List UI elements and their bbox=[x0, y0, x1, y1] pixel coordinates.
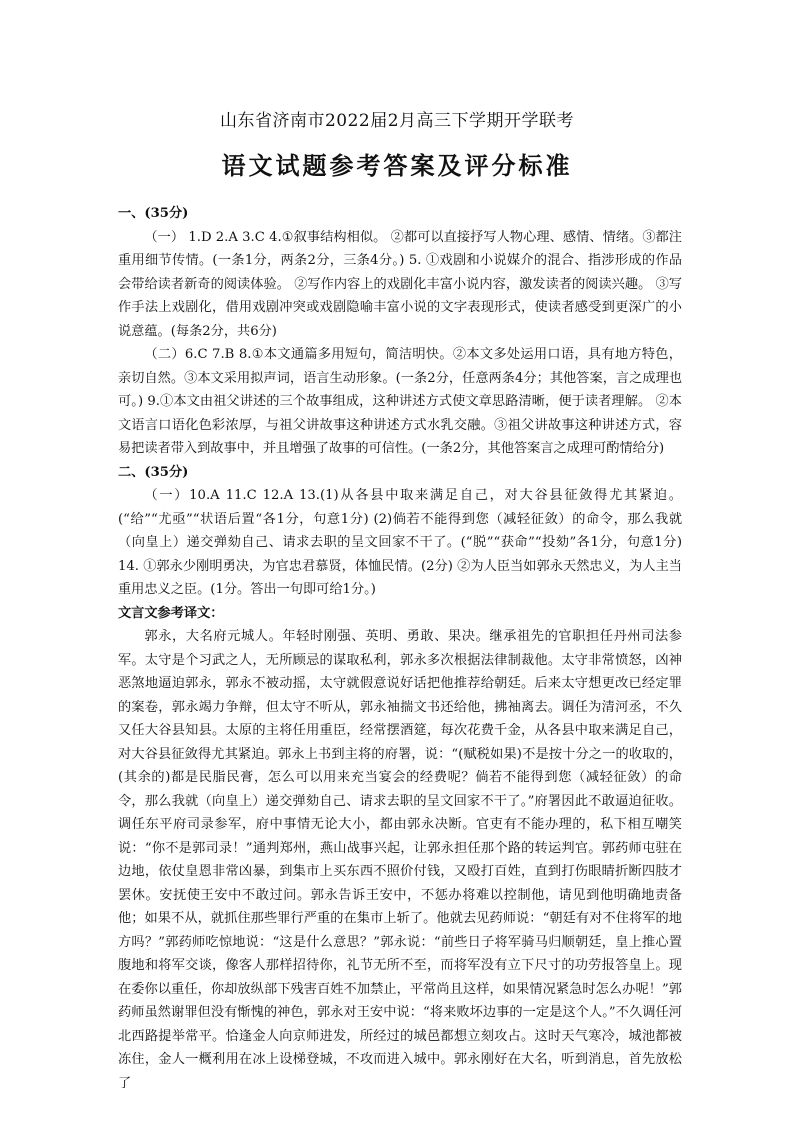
exam-header: 山东省济南市2022届2月高三下学期开学联考 bbox=[219, 111, 575, 131]
section-1-part-1: （一） 1.D 2.A 3.C 4.①叙事结构相似。 ②都可以直接抒写人物心理、感情、情绪。③都注重用细节传情。(一条1分，两条2分，三条4分。) 5. ①戏剧和小说媒介的混合、指涉形成的作品会带给读者新奇的阅读体验。 ②写作内容上的戏剧化丰富小说内容，激发读者的阅读兴趣。 ③写作手法上戏剧化，借用戏剧冲突或戏剧隐喻丰富小说的文字表现形式，使读者感受到更深广的小说意蕴。(每条2分，共6分) bbox=[118, 229, 682, 339]
document-title: 语文试题参考答案及评分标准 bbox=[221, 151, 573, 180]
section-2-heading: 二、(35分) bbox=[118, 464, 189, 480]
translation-text: 郭永，大名府元城人。年轻时刚强、英明、勇敢、果决。继承祖先的官职担任丹州司法参军。太守是个习武之人，无所顾忌的谋取私利，郭永多次根据法律制裁他。太守非常愤怒，凶神恶煞地逼迫郭永，郭永不被动摇，太守就假意说好话把他推荐给朝廷。后来太守想更改已经定罪的案卷，郭永竭力争辩，但太守不听从，郭永袖揣文书还给他，拂袖离去。调任为清河丞，不久又任大谷县知县。太原的主将任用重臣，经常摆酒筵，每次花费千金，从各县中取来满足自己，对大谷县征敛得尤其紧迫。郭永上书到主将的府署，说：“(赋税如果)不是按十分之一的收取的，(其余的)都是民脂民膏，怎么可以用来充当宴会的经费呢？倘若不能得到您（减轻征敛）的命令，那么我就（向皇上）递交弹劾自己、请求去职的呈文回家不干了。”府署因此不敢逼迫征收。调任东平府司录参军，府中事情无论大小，都由郭永决断。官吏有不能办理的，私下相互嘲笑说：“你不是郭司录！”通判郑州，燕山战事兴起，让郭永担任那个路的转运判官。郭药师屯驻在边地，依仗皇恩非常凶暴，到集市上买东西不照价付钱，又殴打百姓，直到打伤眼睛折断四肢才罢休。安抚使王安中不敢过问。郭永告诉王安中，不惩办将难以控制他，请见到他明确地责备他；如果不从，就抓住那些罪行严重的在集市上斩了。他就去见药师说：“朝廷有对不住将军的地方吗？”郭药师吃惊地说：“这是什么意思？”郭永说：“前些日子将军骑马归顺朝廷，皇上推心置腹地和将军交谈，像客人那样招待你，礼节无所不至，而将军没有立下尺寸的功劳报答皇上。现在委你以重任，你却放纵部下残害百姓不加禁止，平常尚且这样，如果情况紧急时怎么办呢！”郭药师虽然谢罪但没有惭愧的神色，郭永对王安中说：“将来败坏边事的一定是这个人。”不久调任河北西路提举常平。恰逢金人向京师进发，所经过的城邑都想立刻攻占。这时天气寒冷，城池都被冻住，金人一概利用在冰上设梯登城，不攻而进入城中。郭永刚好在大名，听到消息，首先放松了 bbox=[118, 629, 682, 1091]
section-2-part-1: （一）10.A 11.C 12.A 13.(1)从各县中取来满足自己，对大谷县征敛得尤其紧迫。(“给”“尤亟”“状语后置“各1分，句意1分) (2)倘若不能得到您（减轻征敛）的命令，那么我就（向皇上）递交弹劾自己、请求去职的呈文回家不干了。(“脱”“获命”“投劾”各1分，句意1分) 14. ①郭永少刚明勇决，为官忠君慕贤，体恤民情。(2分) ②为人臣当如郭永天然忠义，为人主当重用忠义之臣。(1分。答出一句即可给1分。) bbox=[118, 488, 682, 597]
section-1-heading: 一、(35分) bbox=[118, 206, 189, 221]
section-1-part-2: （二）6.C 7.B 8.①本文通篇多用短句，简洁明快。②本文多处运用口语，具有地方特色，亲切自然。③本文采用拟声词，语言生动形象。(一条2分，任意两条4分；其他答案，言之成理也可。) 9.①本文由祖父讲述的三个故事组成，这种讲述方式使文章思路清晰，便于读者理解。 ②本文语言口语化色彩浓厚，与祖父讲故事这种讲述方式水乳交融。③祖父讲故事这种讲述方式，容易把读者带入到故事中，并且增强了故事的可信性。(一条2分，其他答案言之成理可酌情给分) bbox=[118, 347, 682, 456]
document-body bbox=[118, 202, 682, 1095]
translation-heading: 文言文参考译文： bbox=[118, 605, 224, 621]
